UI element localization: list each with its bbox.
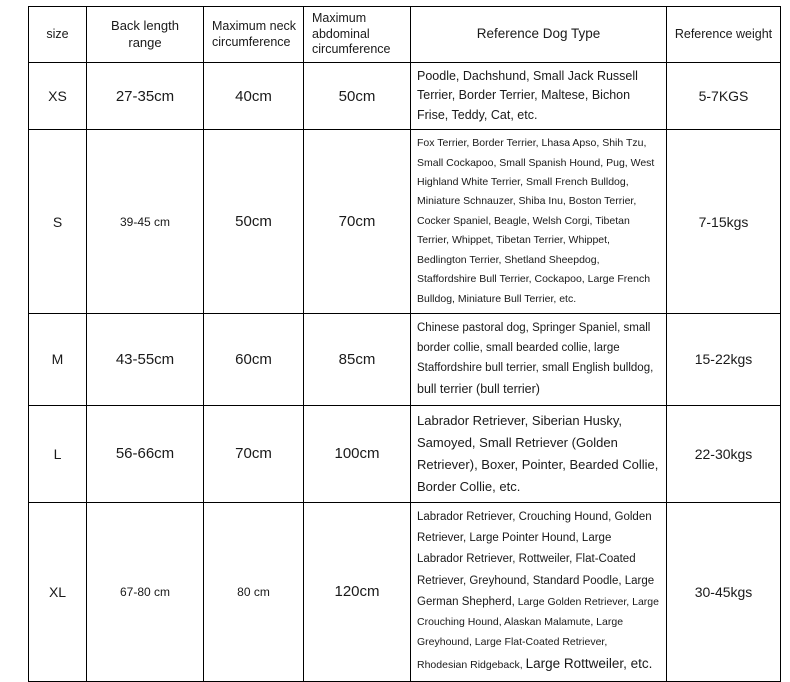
column-header-neck-circumference: Maximum neck circumference: [204, 7, 304, 63]
dog-types-line-1: Chinese pastoral dog, Springer Spaniel, small border collie, small bearded collie, large Staffordshire bull terrier, small English bulldog,: [417, 321, 654, 375]
cell-dog-types: Fox Terrier, Border Terrier, Lhasa Apso, Shih Tzu, Small Cockapoo, Small Spanish Hound, Pug, West Highland White Terrier, Small French Bulldog, Miniature Schnauzer, Shiba Inu, Boston Terrier, Cocker Spaniel, Beagle, Welsh Corgi, Tibetan Terrier, Whippet, Tibetan Terrier, Whippet, Bedlington Terrier, Shetland Sheepdog, Staffordshire Bull Terrier, Cockapoo, Large French Bulldog, Miniature Bull Terrier, etc.: [411, 130, 667, 314]
column-header-abdominal-circumference: Maximum abdominal circumference: [304, 7, 411, 63]
cell-back-length: 39-45 cm: [87, 130, 204, 314]
cell-size: XL: [29, 502, 87, 681]
cell-dog-types: Labrador Retriever, Siberian Husky, Samoyed, Small Retriever (Golden Retriever), Boxer, Pointer, Bearded Collie, Border Collie, etc.: [411, 405, 667, 502]
dog-types-line-1: Labrador Retriever, Crouching Hound, Golden Retriever, Large Pointer Hound, Large Labrador Retriever, Rottweiler, Flat-Coated Retriever, Greyhound, Standard Poodle, Large German Shepherd,: [417, 510, 655, 608]
cell-neck: 80 cm: [204, 502, 304, 681]
dog-types-line-2: Large Golden Retriever, Large Crouching Hound, Alaskan Malamute, Large Greyhound, Large Flat-Coated Retriever, Rhodesian Ridgeback,: [417, 595, 659, 672]
cell-abdomen: 70cm: [304, 130, 411, 314]
cell-abdomen: 85cm: [304, 313, 411, 405]
cell-size: S: [29, 130, 87, 314]
cell-dog-types: Poodle, Dachshund, Small Jack Russell Terrier, Border Terrier, Maltese, Bichon Frise, Teddy, Cat, etc.: [411, 63, 667, 130]
table-body: [29, 63, 781, 682]
cell-abdomen: 120cm: [304, 502, 411, 681]
column-header-reference-dog-type: Reference Dog Type: [411, 7, 667, 63]
cell-back-length: 27-35cm: [87, 63, 204, 130]
cell-size: M: [29, 313, 87, 405]
cell-back-length: 43-55cm: [87, 313, 204, 405]
dog-types-line-2: bull terrier (bull terrier): [417, 381, 540, 396]
cell-back-length: 67-80 cm: [87, 502, 204, 681]
size-chart-table: [28, 6, 781, 682]
table-row: [29, 63, 781, 130]
cell-size: XS: [29, 63, 87, 130]
table-row: [29, 313, 781, 405]
cell-neck: 50cm: [204, 130, 304, 314]
cell-neck: 40cm: [204, 63, 304, 130]
column-header-back-length: Back length range: [87, 7, 204, 63]
cell-weight: 22-30kgs: [667, 405, 781, 502]
table-row: [29, 130, 781, 314]
dog-types-line-3: Large Rottweiler, etc.: [525, 656, 653, 672]
table-header: [29, 7, 781, 63]
cell-weight: 7-15kgs: [667, 130, 781, 314]
table-row: [29, 405, 781, 502]
cell-neck: 70cm: [204, 405, 304, 502]
cell-abdomen: 100cm: [304, 405, 411, 502]
table-row: [29, 502, 781, 681]
cell-abdomen: 50cm: [304, 63, 411, 130]
cell-size: L: [29, 405, 87, 502]
cell-weight: 5-7KGS: [667, 63, 781, 130]
cell-weight: 15-22kgs: [667, 313, 781, 405]
column-header-reference-weight: Reference weight: [667, 7, 781, 63]
cell-dog-types: [411, 502, 667, 681]
header-row: [29, 7, 781, 63]
cell-weight: 30-45kgs: [667, 502, 781, 681]
cell-back-length: 56-66cm: [87, 405, 204, 502]
cell-neck: 60cm: [204, 313, 304, 405]
cell-dog-types: [411, 313, 667, 405]
column-header-size: size: [29, 7, 87, 63]
